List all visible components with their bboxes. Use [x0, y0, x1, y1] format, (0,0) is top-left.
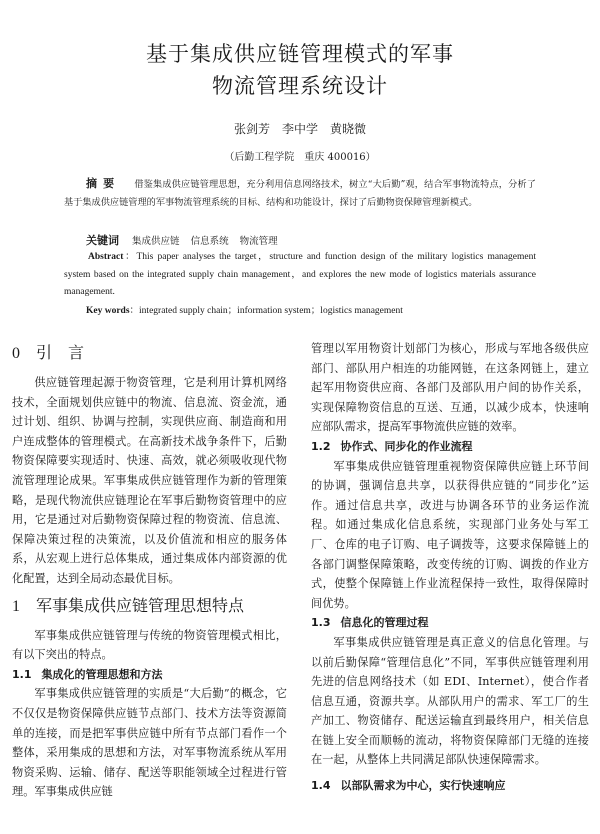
authors: 张剑芳 李中学 黄晓微: [233, 122, 366, 136]
subsection-1-1-number: 1.1: [12, 667, 32, 681]
abstract-cn: [64, 175, 536, 211]
subsection-1-3-number: 1.3: [311, 616, 331, 630]
subsection-1-3-heading: [311, 613, 589, 633]
keyword-cn-1: 集成供应链: [132, 236, 180, 247]
subsection-1-1-paragraph: 军事集成供应链管理的实质是“大后勤”的概念，它不仅仅是物资保障供应链节点部门、技术方法等资源简单的连接，而是把军事供应链中所有节点部门看作一个整体，采用集成的思想和方法，对军事物流系统从军用物资采购、运输、储存、配送等职能领域全过程进行管理。军事集成供应链: [12, 687, 287, 799]
section-1-title: 军事集成供应链管理思想特点: [36, 595, 245, 615]
subsection-1-4-title: 以部队需求为中心，实行快速响应: [340, 779, 506, 793]
paper-title-line-2: 物流管理系统设计: [212, 74, 388, 98]
keyword-cn-3: 物流管理: [239, 236, 278, 247]
section-1-number: 1: [12, 597, 20, 615]
keywords-cn: [86, 232, 286, 248]
section-0-paragraph: 供应链管理起源于物资管理，它是利用计算机网络技术，全面规划供应链中的物流、信息流、资金流，通过计划、组织、协调与控制，实现供应商、制造商和用户连成整体的管理模式。在高新技术战争条件下，后勤物资保障要实现适时、快速、高效，就必须吸收现代物流管理理论成果。军事集成供应链管理作为新的管理策略，是现代物流供应链理论在军事后勤物资管理中的应用，它是通过对后勤物资保障过程的物资流、信息流、保障决策过程的决策流，以及价值流和相应的服务体系，从宏观上进行总体集成，通过集成体内部资源的优化配置，达到全局动态最优目标。: [12, 376, 287, 585]
keywords-en: [86, 302, 403, 316]
section-1-heading: [12, 595, 287, 618]
subsection-1-2-heading: [311, 437, 589, 457]
subsection-1-2-paragraph: 军事集成供应链管理重视物资保障供应链上环节间的协调，强调信息共享，以获得供应链的“同步化”运作。通过信息共享，改进与协调各环节的业务运作流程。如通过集成化信息系统，实现部门业务处与军工厂、仓库的电子订购、电子调拨等，这要求保障链上的各部门调整保障策略，改变传统的订购、调拨的作业方式，使整个保障链上作业流程保持一致性，取得保障时间优势。: [311, 459, 589, 610]
abstract-cn-text: 借鉴集成供应链管理思想，充分利用信息网络技术，树立“大后勤”观，结合军事物流特点，分析了基于集成供应链管理的军事物流管理系统的目标、结构和功能设计，探讨了后勤物资保障管理新模式。: [64, 179, 536, 208]
subsection-1-2-title: 协作式、同步化的作业流程: [340, 439, 473, 453]
abstract-cn-label: 摘要: [86, 177, 121, 190]
section-0-heading: [12, 342, 287, 365]
keywords-cn-label: 关键词: [86, 234, 119, 247]
section-0-number: 0: [12, 345, 20, 362]
abstract-en-label: Abstract: [88, 252, 124, 262]
keywords-en-label: Key words: [86, 306, 130, 316]
subsection-1-1-continued: 管理以军用物资计划部门为核心，形成与军地各级供应部门、部队用户相连的功能网链，在这条网链上，建立起军用物资供应商、各部门及部队用户间的协作关系，实现保障物资信息的互送、互通，以减少成本，快速响应部队需求，提高军事物流供应链的效率。: [311, 342, 589, 434]
abstract-en: [64, 249, 536, 302]
subsection-1-1-heading: [12, 665, 287, 685]
abstract-en-text: ：This paper analyses the target，structure and function design of the military logistics management system based on the integrated supply chain management，and explores the new mode of logistics materials assurance management.: [64, 252, 536, 297]
section-0-title: 引 言: [36, 343, 85, 362]
subsection-1-2-number: 1.2: [311, 439, 331, 453]
subsection-1-1-title: 集成化的管理思想和方法: [41, 667, 163, 681]
subsection-1-4-number: 1.4: [311, 779, 331, 793]
section-1-intro: 军事集成供应链管理与传统的物资管理模式相比，有以下突出的特点。: [12, 628, 287, 662]
left-column: [12, 338, 287, 802]
right-column: [311, 339, 589, 796]
subsection-1-3-title: 信息化的管理过程: [340, 616, 429, 630]
paper-title-line-1: 基于集成供应链管理模式的军事: [146, 42, 454, 66]
keyword-cn-2: 信息系统: [190, 236, 229, 247]
keywords-en-text: ：integrated supply chain；information system；logistics management: [129, 306, 403, 316]
subsection-1-3-paragraph: 军事集成供应链管理是真正意义的信息化管理。与以前后勤保障“管理信息化”不同，军事供应链管理利用先进的信息网络技术（如 EDI、Internet），使合作者信息互通，资源共享。从部队用户的需求、军工厂的生产加工、物资储存、配送运输直到最终用户，相关信息在链上安全而顺畅的流动，将物资保障部门无缝的连接在一起，从整体上共同满足部队快速保障需求。: [311, 635, 589, 767]
subsection-1-4-heading: [311, 776, 589, 796]
affiliation: （后勤工程学院 重庆 400016）: [224, 152, 376, 163]
